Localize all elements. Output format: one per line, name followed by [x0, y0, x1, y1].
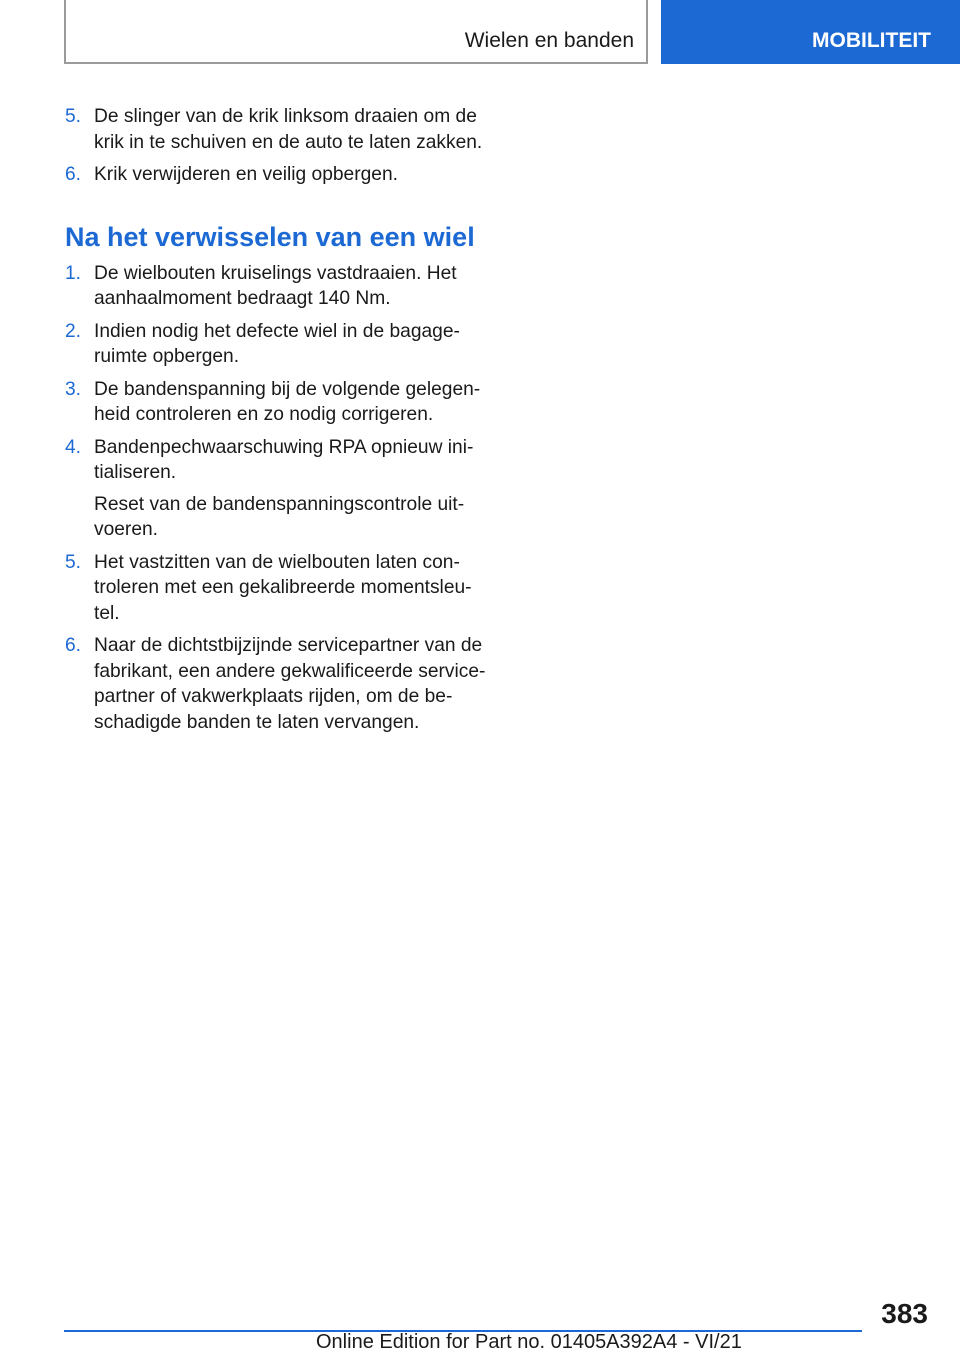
step-number: 5.	[65, 551, 82, 573]
list-item	[65, 435, 485, 543]
step-note-text: Reset van de bandenspanningscontrole uit-	[94, 493, 465, 515]
step-text: Het vastzitten van de wielbouten laten con-	[94, 551, 460, 573]
step-text: fabrikant, een andere gekwalificeerde service-	[94, 660, 486, 682]
step-number: 6.	[65, 635, 82, 656]
step-text: ruimte opbergen.	[94, 346, 240, 367]
step-text: De slinger van de krik linksom draaien om de	[94, 106, 477, 127]
step-text: De wielbouten kruiselings vastdraaien. Het	[94, 262, 457, 284]
section-heading: Na het verwisselen van een wiel	[65, 221, 475, 252]
page-content	[65, 104, 485, 742]
step-number: 6.	[65, 164, 82, 185]
step-text: schadigde banden te laten vervangen.	[94, 711, 420, 733]
step-number: 3.	[65, 378, 82, 400]
instruction-list-top	[65, 104, 485, 188]
step-number: 1.	[65, 262, 82, 284]
chapter-tab[interactable]	[661, 0, 960, 64]
step-text: partner of vakwerkplaats rijden, om de be-	[94, 686, 453, 707]
page-number: 383	[881, 1298, 928, 1329]
list-item	[65, 550, 485, 627]
step-text: Bandenpechwaarschuwing RPA opnieuw ini-	[94, 436, 474, 458]
step-text: tialiseren.	[94, 462, 177, 483]
chapter-tab-label: MOBILITEIT	[812, 29, 931, 52]
list-item	[65, 162, 485, 188]
step-text: Krik verwijderen en veilig opbergen.	[94, 164, 398, 185]
list-item	[65, 319, 485, 370]
list-item	[65, 377, 485, 428]
step-number: 4.	[65, 436, 82, 458]
step-text: De bandenspanning bij de volgende gelegen-	[94, 378, 481, 400]
step-number: 2.	[65, 320, 82, 342]
step-text: heid controleren en zo nodig corrigeren.	[94, 404, 434, 425]
step-text: krik in te schuiven en de auto te laten zakken.	[94, 131, 483, 153]
step-note-text: voeren.	[94, 519, 158, 540]
instruction-list-after-change	[65, 261, 485, 736]
list-item	[65, 633, 485, 735]
step-text: troleren met een gekalibreerde momentsleu-	[94, 577, 472, 598]
step-note	[94, 492, 485, 543]
list-item	[65, 261, 485, 312]
list-item	[65, 104, 485, 155]
step-number: 5.	[65, 106, 82, 127]
step-text: tel.	[94, 602, 120, 624]
edition-note: Online Edition for Part no. 01405A392A4 - VI/21	[316, 1331, 742, 1353]
header-section-title: Wielen en banden	[464, 29, 634, 52]
step-text: Indien nodig het defecte wiel in de bagage-	[94, 320, 460, 342]
step-text: Naar de dichtstbijzijnde servicepartner van de	[94, 635, 483, 656]
step-text: aanhaalmoment bedraagt 140 Nm.	[94, 288, 391, 309]
